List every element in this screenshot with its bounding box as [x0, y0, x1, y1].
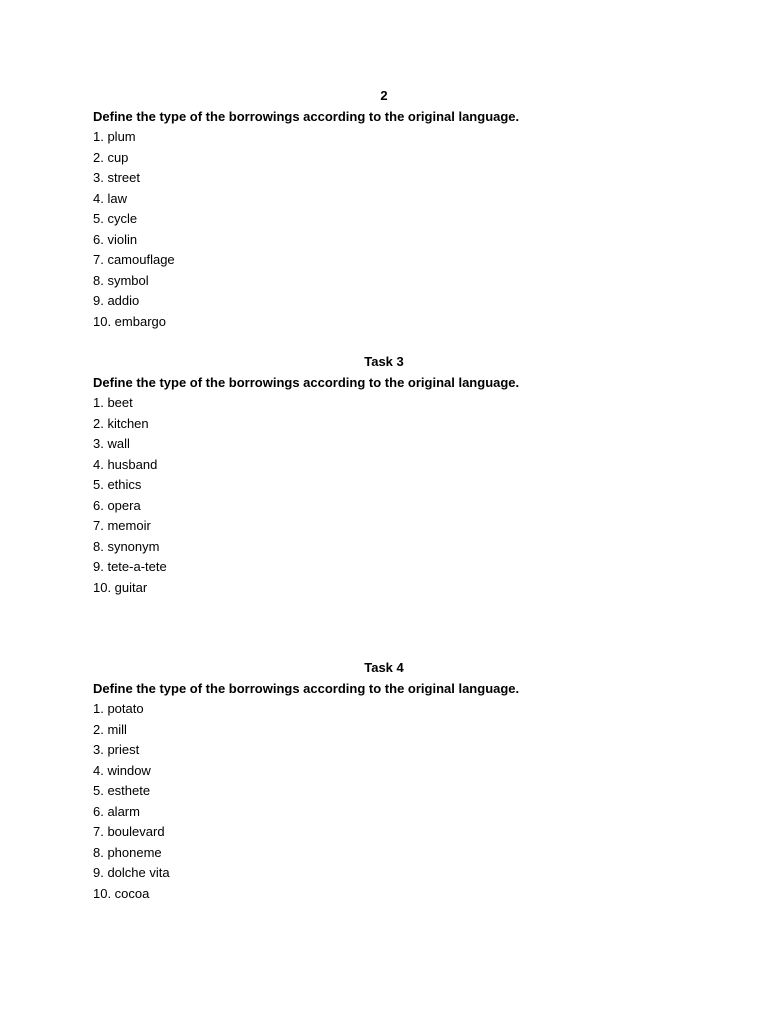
- list-item: 6. opera: [93, 497, 141, 513]
- word-list: [93, 699, 675, 904]
- list-item: 4. window: [93, 762, 151, 778]
- list-item: 10. embargo: [93, 313, 166, 329]
- list-item: 4. law: [93, 190, 127, 206]
- list-item: 8. synonym: [93, 538, 160, 554]
- list-item: 8. symbol: [93, 272, 149, 288]
- list-item: 7. camouflage: [93, 252, 175, 267]
- task-title: 2: [380, 88, 388, 103]
- list-item: 6. alarm: [93, 803, 140, 819]
- list-item: 2. cup: [93, 149, 129, 165]
- list-item: 9. dolche vita: [93, 865, 170, 880]
- list-item: 1. potato: [93, 701, 144, 716]
- list-item: 1. beet: [93, 395, 133, 410]
- task-instruction: Define the type of the borrowings according to the original language.: [93, 108, 520, 124]
- list-item: 2. mill: [93, 721, 127, 737]
- list-item: 9. tete-a-tete: [93, 559, 167, 574]
- list-item: 5. esthete: [93, 783, 151, 798]
- task-section-3: [93, 352, 675, 598]
- task-title: Task 4: [364, 660, 404, 675]
- list-item: 5. cycle: [93, 211, 138, 226]
- task-section-2: [93, 86, 675, 332]
- task-section-4: [93, 658, 675, 904]
- word-list: [93, 127, 675, 332]
- list-item: 3. street: [93, 170, 140, 185]
- list-item: 7. boulevard: [93, 824, 165, 839]
- list-item: 10. guitar: [93, 579, 148, 595]
- list-item: 8. phoneme: [93, 844, 162, 860]
- list-item: 10. cocoa: [93, 885, 150, 901]
- task-title: Task 3: [364, 354, 404, 369]
- list-item: 2. kitchen: [93, 415, 149, 431]
- list-item: 4. husband: [93, 456, 158, 472]
- list-item: 1. plum: [93, 129, 136, 144]
- list-item: 7. memoir: [93, 518, 151, 533]
- word-list: [93, 393, 675, 598]
- list-item: 3. priest: [93, 742, 140, 757]
- list-item: 6. violin: [93, 231, 138, 247]
- list-item: 9. addio: [93, 293, 140, 308]
- task-instruction: Define the type of the borrowings according to the original language.: [93, 374, 520, 390]
- list-item: 3. wall: [93, 436, 130, 451]
- list-item: 5. ethics: [93, 477, 142, 492]
- task-instruction: Define the type of the borrowings according to the original language.: [93, 680, 520, 696]
